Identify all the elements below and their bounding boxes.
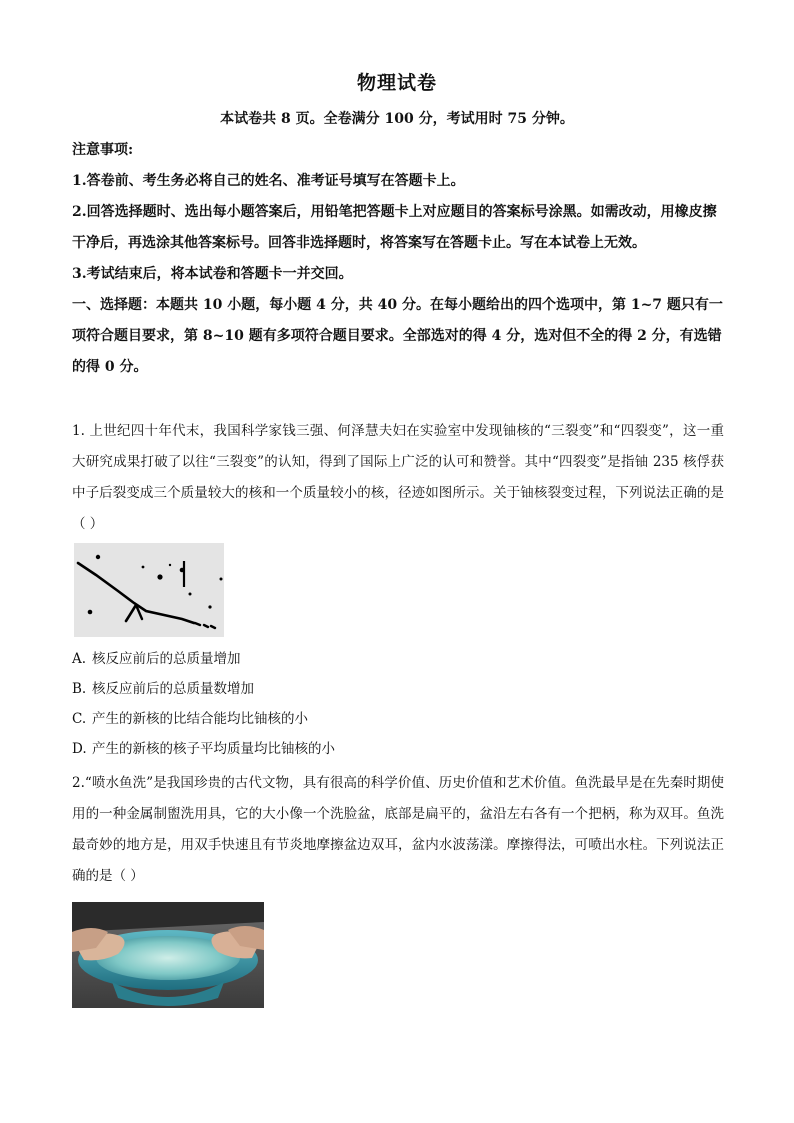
question-1 <box>72 416 724 540</box>
question-2-stem: 2.“喷水鱼洗”是我国珍贵的古代文物，具有很高的科学价值、历史价值和艺术价值。鱼洗最早是在先秦时期使用的一种金属制盥洗用具，它的大小像一个洗脸盆，底部是扁平的，盆沿左右各有一个把柄，称为双耳。鱼洗最奇妙的地方是，用双手快速且有节炎地摩擦盆边双耳，盆内水波荡漾。摩擦得法，可喷出水柱。下列说法正确的是（ ） <box>72 775 724 884</box>
fish-basin-image <box>72 902 264 1008</box>
fish-basin-photo <box>72 902 264 1008</box>
option-c-letter: C. <box>72 711 87 727</box>
section1-intro: 一、选择题：本题共 10 小题，每小题 4 分，共 40 分。在每小题给出的四个选项中，第 1~7 题只有一项符合题目要求，第 8~10 题有多项符合题目要求。全部选对的得 4 分，选对但不全的得 2 分，有选错的得 0 分。 <box>72 297 723 375</box>
question-1-options <box>72 644 724 764</box>
note-item-2: 2.回答选择题时、选出每小题答案后，用铅笔把答题卡上对应题目的答案标号涂黑。如需改动，用橡皮擦干净后，再选涂其他答案标号。回答非选择题时，将答案写在答题卡止。写在本试卷上无效。 <box>72 204 717 251</box>
option-c-text: 产生的新核的比结合能均比铀核的小 <box>92 711 308 727</box>
page-title: 物理试卷 <box>356 72 437 94</box>
option-b[interactable] <box>72 674 724 704</box>
note-item-1: 1.答卷前、考生务必将自己的姓名、准考证号填写在答题卡上。 <box>72 173 465 189</box>
option-c[interactable] <box>72 704 724 734</box>
option-a-letter: A. <box>72 651 87 667</box>
question-2 <box>72 768 724 892</box>
option-d-text: 产生的新核的核子平均质量均比铀核的小 <box>92 741 335 757</box>
option-a-text: 核反应前后的总质量增加 <box>92 651 241 667</box>
note-item-3: 3.考试结束后，将本试卷和答题卡一并交回。 <box>72 266 353 282</box>
fission-track-image <box>74 543 224 637</box>
notes-heading: 注意事项: <box>72 142 134 158</box>
option-b-text: 核反应前后的总质量数增加 <box>92 681 254 697</box>
option-d-letter: D. <box>72 741 87 757</box>
option-d[interactable] <box>72 734 724 764</box>
notes-section <box>72 135 724 383</box>
exam-subtitle: 本试卷共 8 页。全卷满分 100 分，考试用时 75 分钟。 <box>220 111 574 127</box>
option-b-letter: B. <box>72 681 87 697</box>
question-1-stem: 1. 上世纪四十年代末，我国科学家钱三强、何泽慧夫妇在实验室中发现铀核的“三裂变”和“四裂变”，这一重大研究成果打破了以往“三裂变”的认知，得到了国际上广泛的认可和赞誉。其中“四裂变”是指铀 235 核俘获中子后裂变成三个质量较大的核和一个质量较小的核，径迹如图所示。关于铀核裂变过程，下列说法正确的是（ ） <box>72 423 724 532</box>
fission-track-figure <box>74 543 224 637</box>
option-a[interactable] <box>72 644 724 674</box>
